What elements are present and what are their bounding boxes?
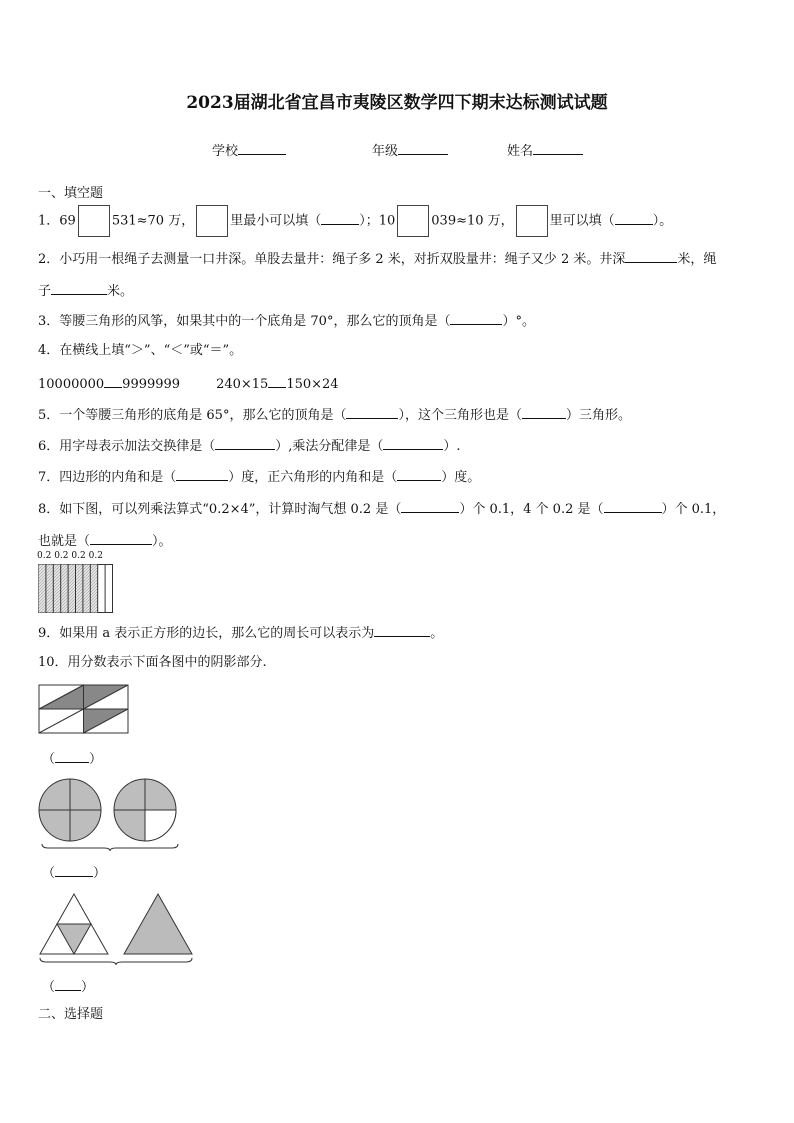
q6-text-a: 6．用字母表示加法交换律是（	[38, 439, 216, 454]
q5-text-a: 5．一个等腰三角形的底角是 65°，那么它的顶角是（	[38, 408, 347, 423]
q1-box-3[interactable]	[397, 205, 429, 237]
q10-figure-circles	[38, 778, 188, 850]
q1-text-g: ）。	[652, 213, 673, 229]
q10-answer-3	[42, 976, 94, 995]
q7-text-b: ）度，正六角形的内角和是（	[228, 470, 398, 485]
q10-blank-1[interactable]	[55, 749, 89, 763]
q10-blank-3[interactable]	[55, 977, 81, 991]
q8-blank-1[interactable]	[401, 499, 459, 513]
q8-label-1: 0.2	[37, 551, 52, 561]
q1-text-b: 531≈70 万，	[111, 213, 195, 229]
q2-text-2: 米，绳	[677, 252, 717, 267]
q10-a2-open: （	[42, 866, 56, 881]
q10-answer-2	[42, 862, 106, 881]
q9-blank[interactable]	[374, 623, 430, 637]
q5-text-b: ），这个三角形也是（	[398, 408, 522, 423]
school-field[interactable]	[212, 140, 286, 159]
q6-text-c: ）.	[443, 439, 461, 454]
question-7	[38, 467, 480, 487]
q4-item-2-right: 150×24	[286, 377, 339, 392]
q5-blank-1[interactable]	[346, 405, 398, 419]
q3-blank[interactable]	[450, 311, 502, 325]
q6-blank-2[interactable]	[383, 436, 443, 450]
grade-label: 年级	[372, 144, 399, 159]
q10-a3-close: ）	[81, 980, 95, 995]
q6-text-b: ）,乘法分配律是（	[275, 439, 384, 454]
school-label: 学校	[212, 144, 239, 159]
q4-item-2-left: 240×15	[216, 377, 269, 392]
q8-text-c: ）个 0.1，	[661, 502, 726, 517]
question-2-line-2	[38, 281, 133, 301]
q8-label-3: 0.2	[71, 551, 86, 561]
school-blank[interactable]	[238, 141, 286, 155]
q7-text-a: 7．四边形的内角和是（	[38, 470, 177, 485]
q10-a3-open: （	[42, 980, 56, 995]
q10-a1-open: （	[42, 752, 56, 767]
q7-text-c: ）度。	[441, 470, 481, 485]
question-10: 10．用分数表示下面各图中的阴影部分.	[38, 655, 267, 670]
q1-box-4[interactable]	[516, 205, 548, 237]
q8-label-4: 0.2	[88, 551, 103, 561]
q6-blank-1[interactable]	[215, 436, 275, 450]
q8-text-b: ）个 0.1，4 个 0.2 是（	[459, 502, 604, 517]
q2-text-4: 米。	[107, 284, 134, 299]
q10-a1-close: ）	[89, 752, 103, 767]
q1-text-a: 69	[59, 213, 76, 229]
q1-blank-1[interactable]	[321, 211, 359, 225]
q8-blank-2[interactable]	[604, 499, 662, 513]
q8-text-a: 8．如下图，可以列乘法算式“0.2×4”，计算时淘气想 0.2 是（	[38, 502, 402, 517]
question-3	[38, 311, 535, 331]
q4-blank-1[interactable]	[104, 374, 122, 388]
q1-text-d: ）；10	[359, 213, 396, 229]
name-field[interactable]	[507, 140, 583, 159]
page-title: 2023届湖北省宜昌市夷陵区数学四下期末达标测试试题	[186, 93, 608, 113]
q4-blank-2[interactable]	[268, 374, 286, 388]
grade-field[interactable]	[372, 140, 448, 159]
q2-text-1: 2．小巧用一根绳子去测量一口井深。单股去量井：绳子多 2 米，对折双股量井：绳子又少 2 米。井深	[38, 252, 626, 267]
q8-label-2: 0.2	[54, 551, 69, 561]
q8-text-e: ）。	[152, 534, 172, 549]
question-8-line-2	[38, 531, 172, 551]
q1-text-f: 里可以填（	[549, 213, 615, 229]
q2-blank-2[interactable]	[51, 281, 107, 295]
q4-item-1-right: 9999999	[122, 377, 181, 392]
q1-number: 1．	[38, 213, 60, 229]
q8-text-d: 也就是（	[38, 534, 91, 549]
q10-figure-triangles	[38, 892, 196, 966]
q9-text-b: 。	[430, 626, 444, 641]
q10-blank-2[interactable]	[55, 863, 93, 877]
q8-strip-figure	[38, 564, 114, 614]
q1-box-1[interactable]	[78, 205, 110, 237]
q2-blank-1[interactable]	[625, 249, 677, 263]
q7-blank-1[interactable]	[176, 467, 228, 481]
q4-item-1-left: 10000000	[38, 377, 105, 392]
q5-blank-2[interactable]	[522, 405, 566, 419]
q8-blank-3[interactable]	[90, 531, 152, 545]
section-fill-in: 一、填空题	[38, 186, 104, 201]
q2-text-3: 子	[38, 284, 52, 299]
q10-answer-1	[42, 748, 102, 767]
q7-blank-2[interactable]	[397, 467, 441, 481]
question-4: 4．在横线上填“＞”、“＜”或“＝”。	[38, 343, 243, 358]
section-multiple-choice: 二、选择题	[38, 1007, 104, 1022]
question-4-items	[38, 374, 339, 394]
q10-a2-close: ）	[93, 866, 107, 881]
q3-text-b: ）°。	[502, 314, 535, 329]
q1-box-2[interactable]	[196, 205, 228, 237]
question-2-line-1	[38, 249, 716, 269]
q3-text-a: 3．等腰三角形的风筝，如果其中的一个底角是 70°，那么它的顶角是（	[38, 314, 451, 329]
q8-figure-labels	[37, 551, 103, 561]
question-6	[38, 436, 461, 456]
q1-blank-2[interactable]	[615, 211, 653, 225]
q10-figure-rectangle	[38, 684, 130, 736]
name-label: 姓名	[507, 144, 534, 159]
q9-text-a: 9．如果用 a 表示正方形的边长，那么它的周长可以表示为	[38, 626, 375, 641]
question-9	[38, 623, 443, 643]
name-blank[interactable]	[533, 141, 583, 155]
q1-text-c: 里最小可以填（	[230, 213, 322, 229]
q5-text-c: ）三角形。	[565, 408, 631, 423]
question-8-line-1	[38, 499, 725, 519]
question-5	[38, 405, 631, 425]
grade-blank[interactable]	[398, 141, 448, 155]
question-1	[38, 205, 672, 238]
q1-text-e: 039≈10 万，	[431, 213, 514, 229]
